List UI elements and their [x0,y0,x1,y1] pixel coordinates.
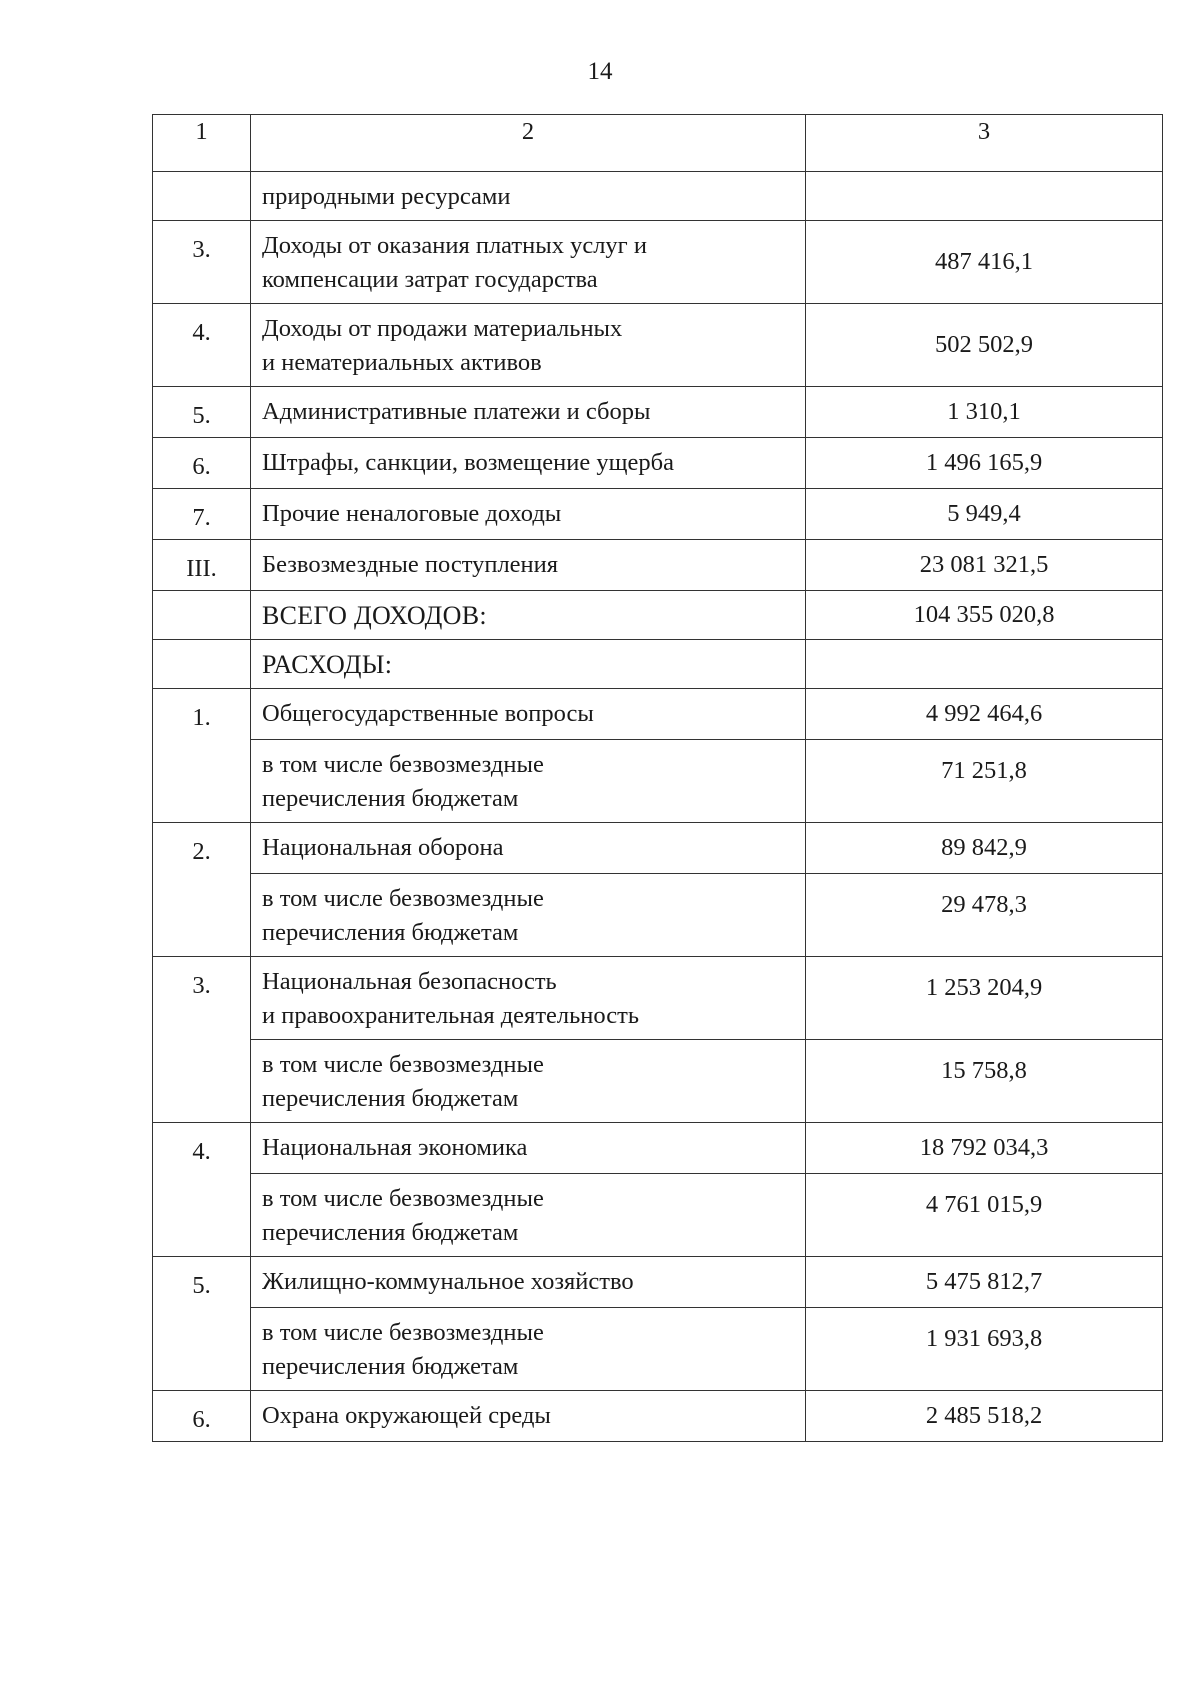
row-value: 18 792 034,3 [806,1123,1163,1174]
subrow-label-line: в том числе безвозмездные [262,1319,544,1346]
subrow-value: 15 758,8 [806,1040,1163,1123]
expense-row [153,689,1163,740]
subrow-value: 1 931 693,8 [806,1308,1163,1391]
row-label [251,540,806,591]
row-number: 5. [153,1257,251,1391]
row-label [251,957,806,1040]
subrow-label-line: в том числе безвозмездные [262,885,544,912]
row-label-line: Национальная безопасность [262,968,557,995]
row-label [251,823,806,874]
subrow-label [251,1174,806,1257]
expenses-heading-row [153,640,1163,689]
subrow-label-line: в том числе безвозмездные [262,1185,544,1212]
row-label [251,304,806,387]
row-label-line: компенсации затрат государства [262,266,598,293]
income-row [153,304,1163,387]
expense-subrow [153,1308,1163,1391]
row-label-line: и правоохранительная деятельность [262,1002,640,1029]
subrow-label-line: перечисления бюджетам [262,919,519,946]
expense-row [153,823,1163,874]
row-value: 5 475 812,7 [806,1257,1163,1308]
header-row [153,115,1163,172]
expense-subrow [153,1040,1163,1123]
row-label [251,387,806,438]
row-label-line: Административные платежи и сборы [262,398,651,425]
row-label-line: Охрана окружающей среды [262,1402,551,1429]
row-number: 3. [153,221,251,304]
row-value: 1 253 204,9 [806,957,1163,1040]
row-label-line: Национальная экономика [262,1134,528,1161]
subrow-value: 4 761 015,9 [806,1174,1163,1257]
subrow-value: 71 251,8 [806,740,1163,823]
row-label-line: и нематериальных активов [262,349,542,376]
row-value: 1 310,1 [806,387,1163,438]
subrow-label-line: перечисления бюджетам [262,1219,519,1246]
row-label-line: Общегосударственные вопросы [262,700,594,727]
total-income-label: ВСЕГО ДОХОДОВ: [251,591,806,640]
row-label-line: Национальная оборона [262,834,504,861]
expenses-heading: РАСХОДЫ: [251,640,806,689]
expense-subrow [153,740,1163,823]
row-value: 487 416,1 [806,221,1163,304]
total-income-value: 104 355 020,8 [806,591,1163,640]
total-income-row [153,591,1163,640]
expense-row [153,1257,1163,1308]
row-number: 7. [153,489,251,540]
income-row [153,540,1163,591]
subrow-label-line: перечисления бюджетам [262,1353,519,1380]
row-value: 5 949,4 [806,489,1163,540]
row-label-line: Доходы от продажи материальных [262,315,623,342]
income-row [153,489,1163,540]
row-number: 6. [153,1391,251,1442]
expense-row [153,1123,1163,1174]
row-label [251,1257,806,1308]
expense-subrow [153,1174,1163,1257]
row-label [251,438,806,489]
subrow-value: 29 478,3 [806,874,1163,957]
subrow-label-line: в том числе безвозмездные [262,1051,544,1078]
row-number: 4. [153,304,251,387]
row-number: 5. [153,387,251,438]
row-label-line: Жилищно-коммунальное хозяйство [262,1268,634,1295]
row-label [251,1123,806,1174]
budget-table-body [153,115,1163,1442]
row-label [251,489,806,540]
income-row [153,438,1163,489]
row-number: III. [153,540,251,591]
row-label-line: Штрафы, санкции, возмещение ущерба [262,449,674,476]
income-row [153,221,1163,304]
row-value: 89 842,9 [806,823,1163,874]
expense-subrow [153,874,1163,957]
row-value: 4 992 464,6 [806,689,1163,740]
subrow-label [251,1308,806,1391]
income-row [153,387,1163,438]
row-number: 2. [153,823,251,957]
row-label-line: Доходы от оказания платных услуг и [262,232,647,259]
continuation-row [153,172,1163,221]
row-label [251,221,806,304]
header-col-2: 2 [251,115,806,172]
row-label [251,689,806,740]
budget-table [152,114,1163,1442]
row-value: 23 081 321,5 [806,540,1163,591]
expense-row [153,1391,1163,1442]
row-value: 2 485 518,2 [806,1391,1163,1442]
row-label [251,1391,806,1442]
subrow-label [251,740,806,823]
row-number: 3. [153,957,251,1123]
row-label-line: Безвозмездные поступления [262,551,559,578]
subrow-label [251,874,806,957]
row-number: 4. [153,1123,251,1257]
header-col-1: 1 [153,115,251,172]
header-col-3: 3 [806,115,1163,172]
expense-row [153,957,1163,1040]
subrow-label-line: в том числе безвозмездные [262,751,544,778]
row-label-line: Прочие неналоговые доходы [262,500,562,527]
continuation-label: природными ресурсами [251,172,806,221]
row-number: 6. [153,438,251,489]
row-value: 1 496 165,9 [806,438,1163,489]
row-number: 1. [153,689,251,823]
subrow-label-line: перечисления бюджетам [262,1085,519,1112]
page-number: 14 [587,58,613,85]
row-value: 502 502,9 [806,304,1163,387]
subrow-label-line: перечисления бюджетам [262,785,519,812]
subrow-label [251,1040,806,1123]
